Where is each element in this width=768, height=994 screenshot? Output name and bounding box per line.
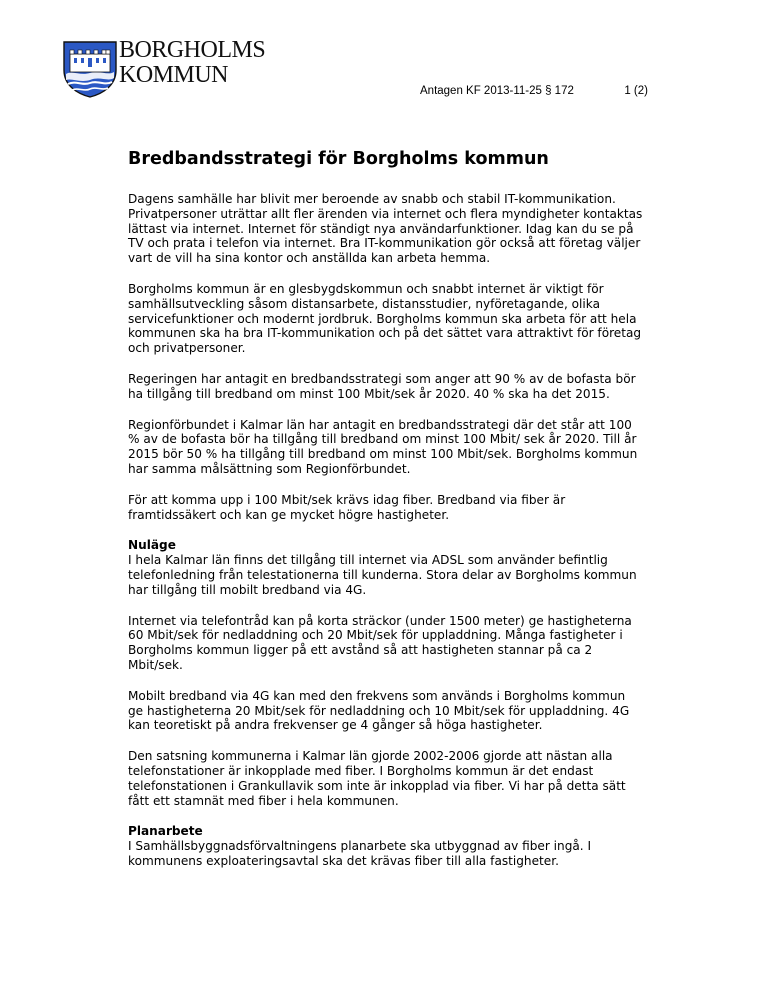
logo-line-1: BORGHOLMS bbox=[119, 37, 266, 63]
paragraph: För att komma upp i 100 Mbit/sek krävs idag fiber. Bredband via fiber är framtidssäkert och kan ge mycket högre hastigheter. bbox=[128, 492, 566, 522]
document-title: Bredbandsstrategi för Borgholms kommun bbox=[128, 149, 549, 169]
municipal-crest-icon bbox=[62, 40, 118, 98]
paragraph: Borgholms kommun är en glesbygdskommun och snabbt internet är viktigt för samhällsutveckling såsom distansarbete, distansstudier, nyföretagande, olika servicefunktioner och modernt jordbruk. Borgholms kommun ska arbeta för att hela kommunen ska ha bra IT-kommunikation och på det sättet vara attraktivt för företag och privatpersoner. bbox=[128, 281, 642, 356]
page-number: 1 (2) bbox=[624, 85, 648, 97]
section-planarbete bbox=[128, 824, 643, 868]
paragraph: Mobilt bredband via 4G kan med den frekvens som används i Borgholms kommun ge hastigheterna 20 Mbit/sek för nedladdning och 10 Mbit/sek för uppladdning. 4G kan teoretiskt på andra frekvenser ge 4 gånger så höga hastigheter. bbox=[128, 688, 630, 733]
document-body bbox=[128, 148, 643, 885]
logo-wordmark bbox=[119, 38, 265, 88]
paragraph: Dagens samhälle har blivit mer beroende av snabb och stabil IT-kommunikation. Privatpersoner uträttar allt fler ärenden via internet och flera myndigheter kontaktas lättast via internet. Internet för ständigt nya användarfunktioner. Idag kan du se på TV och prata i telefon via internet. Bra IT-kommunikation gör också att företag väljer vart de vill ha sina kontor och anställda kan arbeta hemma. bbox=[128, 192, 643, 266]
logo-line-2: KOMMUN bbox=[119, 62, 229, 88]
municipality-logo bbox=[62, 38, 272, 98]
section-text: I Samhällsbyggnadsförvaltningens planarbete ska utbyggnad av fiber ingå. I kommunens exploateringsavtal ska det krävas fiber till alla fastigheter. bbox=[128, 839, 592, 868]
section-text: I hela Kalmar län finns det tillgång till internet via ADSL som använder befintlig telefonledning från telestationerna till kunderna. Stora delar av Borgholms kommun har tillgång till mobilt bredband via 4G. bbox=[128, 553, 637, 597]
paragraph: Internet via telefontråd kan på korta sträckor (under 1500 meter) ge hastigheterna 60 Mbit/sek för nedladdning och 20 Mbit/sek för uppladdning. Många fastigheter i Borgholms kommun ligger på ett avstånd så att hastigheten stannar på ca 2 Mbit/sek. bbox=[128, 613, 632, 672]
document-header bbox=[420, 85, 648, 97]
paragraph: Regeringen har antagit en bredbandsstrategi som anger att 90 % av de bofasta bör ha tillgång till bredband om minst 100 Mbit/sek år 2020. 40 % ska ha det 2015. bbox=[128, 371, 636, 401]
adoption-note: Antagen KF 2013-11-25 § 172 bbox=[420, 85, 574, 97]
section-heading: Planarbete bbox=[128, 824, 203, 839]
section-nulage bbox=[128, 538, 643, 597]
paragraph: Regionförbundet i Kalmar län har antagit en bredbandsstrategi där det står att 100 % av de bofasta bör ha tillgång till bredband om minst 100 Mbit/ sek år 2020. Till år 2015 bör 50 % ha tillgång till bredband om minst 100 Mbit/sek. Borgholms kommun har samma målsättning som Regionförbundet. bbox=[128, 417, 638, 476]
section-heading: Nuläge bbox=[128, 538, 176, 553]
paragraph: Den satsning kommunerna i Kalmar län gjorde 2002-2006 gjorde att nästan alla telefonstationer är inkopplade med fiber. I Borgholms kommun är det endast telefonstationen i Grankullavik som inte är inkopplad via fiber. Vi har på detta sätt fått ett stamnät med fiber i hela kommunen. bbox=[128, 749, 626, 808]
